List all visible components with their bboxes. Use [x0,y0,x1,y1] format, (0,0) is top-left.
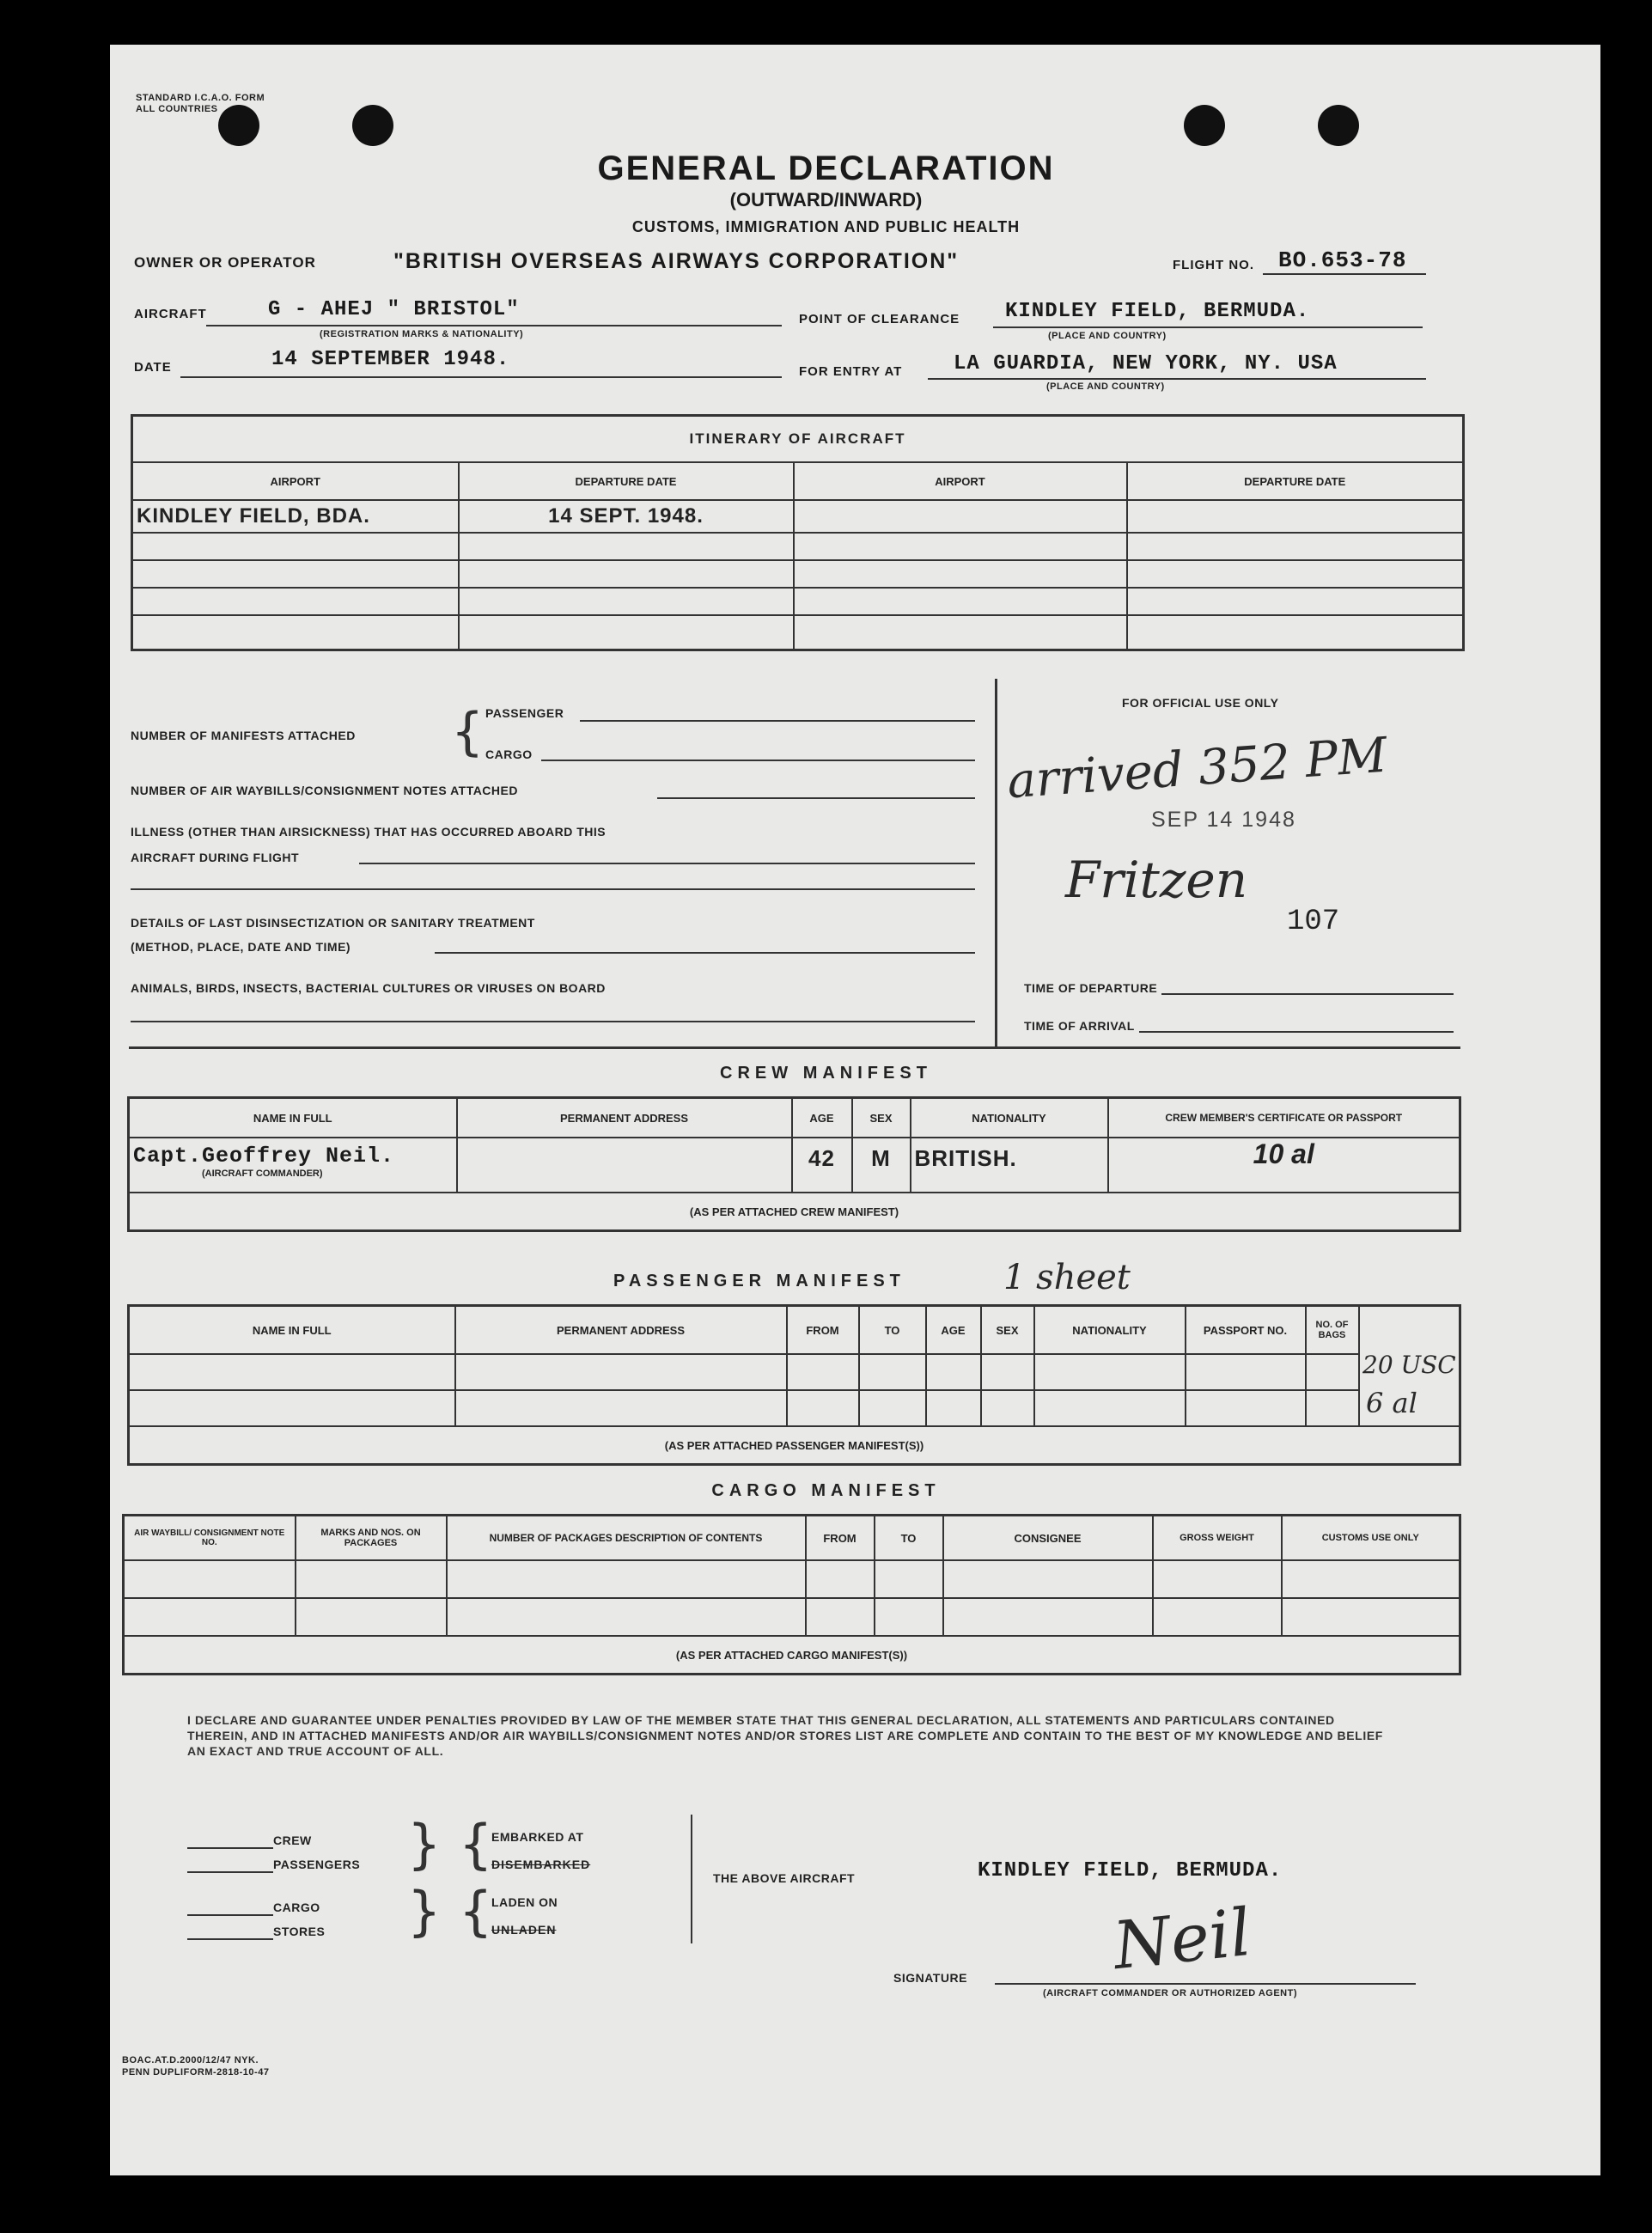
cargo-col-from: FROM [806,1516,875,1561]
cargo-col-to: TO [875,1516,943,1561]
disinsect-label-1: DETAILS OF LAST DISINSECTIZATION OR SANITARY TREATMENT [131,916,535,930]
crew-footer: (AS PER ATTACHED CREW MANIFEST) [129,1193,1460,1231]
illness-label-2: AIRCRAFT DURING FLIGHT [131,851,300,864]
illness-line [359,863,975,864]
crew-table [127,1096,1461,1232]
signature-line [995,1983,1416,1985]
passenger-col-address: PERMANENT ADDRESS [455,1306,787,1355]
aircraft-value: G - AHEJ " BRISTOL" [268,298,520,321]
cargo-col-waybill: AIR WAYBILL/ CONSIGNMENT NOTE NO. [124,1516,296,1561]
footer-laden: LADEN ON [491,1895,558,1909]
crew-col-address: PERMANENT ADDRESS [457,1098,792,1138]
signature-label: SIGNATURE [893,1971,967,1985]
form-reference: STANDARD I.C.A.O. FORM [136,93,265,103]
commander-signature: Neil [1109,1893,1255,1985]
manifests-label: NUMBER OF MANIFESTS ATTACHED [131,729,356,742]
flight-line [1263,273,1426,275]
date-label: DATE [134,360,172,375]
owner-label: OWNER OR OPERATOR [134,254,316,271]
footer-divider [691,1815,692,1943]
form-reference-line2: ALL COUNTRIES [136,104,218,114]
footer-cargo: CARGO [273,1900,320,1914]
crew-name-cell [129,1138,457,1193]
passenger-col-to: TO [859,1306,926,1355]
footer-passengers: PASSENGERS [273,1858,361,1871]
manifests-brace: { [451,702,485,762]
disinsect-line [435,952,975,954]
printer-code-2: PENN DUPLIFORM-2818-10-47 [122,2067,270,2077]
official-number: 107 [1287,906,1340,938]
crew-nationality: BRITISH. [911,1138,1108,1193]
cargo-manifest-title: CARGO MANIFEST [711,1481,941,1500]
footer-crew: CREW [273,1833,312,1847]
page-subtitle-2: CUSTOMS, IMMIGRATION AND PUBLIC HEALTH [631,218,1021,235]
passenger-footer: (AS PER ATTACHED PASSENGER MANIFEST(S)) [129,1426,1460,1465]
illness-label-1: ILLNESS (OTHER THAN AIRSICKNESS) THAT HAS OCCURRED ABOARD THIS [131,825,607,839]
crew-col-name: NAME IN FULL [129,1098,457,1138]
footer-stores: STORES [273,1925,326,1938]
passenger-line [580,720,975,722]
footer-place: KINDLEY FIELD, BERMUDA. [978,1859,1283,1882]
stores-count-line [187,1938,273,1940]
clearance-caption: (PLACE AND COUNTRY) [1048,331,1167,341]
animals-label: ANIMALS, BIRDS, INSECTS, BACTERIAL CULTURES OR VIRUSES ON BOARD [131,981,606,995]
official-divider [995,679,997,1048]
waybills-line [657,797,975,799]
punch-hole [352,105,393,146]
cargo-col-weight: GROSS WEIGHT [1153,1516,1282,1561]
clearance-line [993,326,1423,328]
time-arrival-line [1139,1031,1454,1033]
date-value: 14 SEPTEMBER 1948. [271,348,510,371]
crew-col-nationality: NATIONALITY [911,1098,1108,1138]
declaration-text: I DECLARE AND GUARANTEE UNDER PENALTIES PROVIDED BY LAW OF THE MEMBER STATE THAT THIS GENERAL DECLARATION, ALL STATEMENTS AND PARTICULARS CONTAINED THEREIN, AND IN ATTACHED MANIFESTS AND/OR AIR WAYBILLS/CONSIGNMENT NOTES AND/OR STORES LIST ARE COMPLETE AND CONTAIN TO THE BEST OF MY KNOWLEDGE AND BELIEF AN EXACT AND TRUE ACCOUNT OF ALL. [187,1713,1383,1758]
aircraft-line [206,325,782,326]
passenger-note-1: 20 USC [1362,1351,1456,1379]
footer-brace-3: { [459,1813,493,1876]
official-date-stamp: SEP 14 1948 [1151,808,1296,832]
animals-line [131,1021,975,1022]
clearance-value: KINDLEY FIELD, BERMUDA. [1005,300,1310,323]
time-departure-line [1161,993,1454,995]
official-title: FOR OFFICIAL USE ONLY [1122,696,1279,710]
illness-line-2 [131,888,975,890]
owner-value: "BRITISH OVERSEAS AIRWAYS CORPORATION" [393,249,960,273]
cargo-footer: (AS PER ATTACHED CARGO MANIFEST(S)) [124,1636,1460,1675]
passenger-col-nationality: NATIONALITY [1034,1306,1186,1355]
crew-name-caption: (AIRCRAFT COMMANDER) [202,1168,323,1179]
itinerary-row1-date: 14 SEPT. 1948. [459,500,794,533]
passenger-col-name: NAME IN FULL [129,1306,455,1355]
crew-sex: M [852,1138,911,1193]
crew-col-sex: SEX [852,1098,911,1138]
crew-col-age: AGE [792,1098,852,1138]
date-line [180,376,782,378]
crew-cert: 10 al [1108,1138,1460,1193]
crew-manifest-title: CREW MANIFEST [720,1064,932,1083]
time-departure-label: TIME OF DEPARTURE [1024,981,1158,995]
crew-name: Capt.Geoffrey Neil. [133,1144,395,1168]
flight-label: FLIGHT NO. [1173,258,1254,272]
punch-hole [1318,105,1359,146]
footer-brace-1: } [407,1813,442,1876]
itinerary-col-airport-2: AIRPORT [794,462,1127,500]
footer-above-aircraft: THE ABOVE AIRCRAFT [713,1871,856,1885]
itinerary-col-departure: DEPARTURE DATE [459,462,794,500]
disinsect-label-2: (METHOD, PLACE, DATE AND TIME) [131,940,351,954]
passenger-col-passport: PASSPORT NO. [1186,1306,1306,1355]
punch-hole [218,105,259,146]
printer-code-1: BOAC.AT.D.2000/12/47 NYK. [122,2055,259,2065]
itinerary-title: ITINERARY OF AIRCRAFT [132,416,1464,463]
aircraft-label: AIRCRAFT [134,307,207,321]
crew-count-line [187,1847,273,1849]
page-title: GENERAL DECLARATION [597,149,1055,187]
official-handwritten-arrival: arrived 352 PM [1005,727,1389,810]
footer-brace-2: } [407,1880,442,1943]
entry-label: FOR ENTRY AT [799,364,903,379]
aircraft-caption: (REGISTRATION MARKS & NATIONALITY) [320,329,524,339]
flight-value: BO.653-78 [1278,247,1407,273]
clearance-label: POINT OF CLEARANCE [799,312,960,326]
questions-bottom-rule [129,1046,1460,1049]
cargo-col-customs: CUSTOMS USE ONLY [1282,1516,1460,1561]
itinerary-col-airport: AIRPORT [132,462,459,500]
official-signature: Fritzen [1065,851,1248,909]
manifests-cargo: CARGO [485,747,533,761]
passenger-col-age: AGE [926,1306,981,1355]
passenger-manifest-title: PASSENGER MANIFEST [613,1272,905,1290]
entry-value: LA GUARDIA, NEW YORK, NY. USA [954,352,1338,375]
cargo-table [122,1514,1461,1675]
passenger-handwritten-note: 1 sheet [1003,1258,1131,1297]
crew-col-cert: CREW MEMBER'S CERTIFICATE OR PASSPORT [1108,1098,1460,1138]
cargo-col-packages: NUMBER OF PACKAGES DESCRIPTION OF CONTENTS [447,1516,806,1561]
passengers-count-line [187,1871,273,1873]
manifests-passenger: PASSENGER [485,706,564,720]
cargo-count-line [187,1914,273,1916]
time-arrival-label: TIME OF ARRIVAL [1024,1019,1135,1033]
punch-hole [1184,105,1225,146]
passenger-col-from: FROM [787,1306,859,1355]
itinerary-col-departure-2: DEPARTURE DATE [1127,462,1464,500]
entry-caption: (PLACE AND COUNTRY) [1046,381,1165,392]
itinerary-table [131,414,1465,651]
signature-caption: (AIRCRAFT COMMANDER OR AUTHORIZED AGENT) [1043,1988,1297,1998]
cargo-col-marks: MARKS AND NOS. ON PACKAGES [296,1516,447,1561]
page-subtitle: (OUTWARD/INWARD) [729,189,923,210]
passenger-note-2: 6 al [1366,1387,1417,1419]
crew-age: 42 [792,1138,852,1193]
footer-embarked-struck: DISEMBARKED [491,1858,591,1871]
cargo-line [541,760,975,761]
footer-embarked: EMBARKED AT [491,1830,584,1844]
itinerary-row1-airport: KINDLEY FIELD, BDA. [132,500,459,533]
passenger-table [127,1304,1461,1466]
passenger-col-sex: SEX [981,1306,1034,1355]
footer-laden-struck: UNLADEN [491,1923,557,1937]
cargo-col-consignee: CONSIGNEE [943,1516,1153,1561]
footer-brace-4: { [459,1880,493,1943]
waybills-label: NUMBER OF AIR WAYBILLS/CONSIGNMENT NOTES ATTACHED [131,784,518,797]
entry-line [928,378,1426,380]
passenger-col-bags: NO. OF BAGS [1306,1306,1359,1355]
